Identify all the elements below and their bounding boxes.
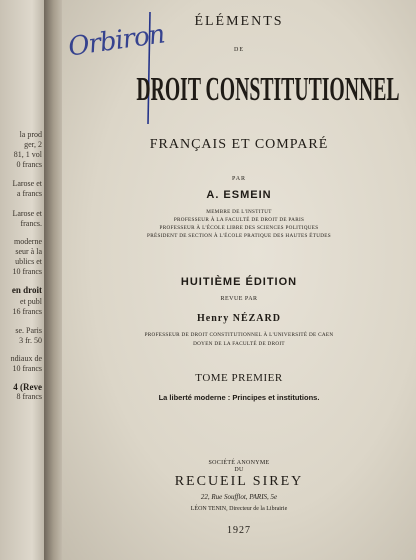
reviser-credential: PROFESSEUR DE DROIT CONSTITUTIONNEL À L'UNIVERSITÉ DE CAEN (144, 332, 334, 338)
publisher-name: RECUEIL SIREY (174, 474, 304, 489)
author-credential: PROFESSEUR À L'ÉCOLE LIBRE DES SCIENCES POLITIQUES (159, 225, 319, 231)
reviser-name: Henry NÉZARD (197, 313, 281, 324)
left-page-fragment: 8 francs (16, 392, 42, 401)
main-title: DROIT CONSTITUTIONNEL (136, 71, 400, 108)
societe-label: SOCIÉTÉ ANONYME (208, 460, 270, 466)
left-page-fragment: Larose et (12, 209, 42, 218)
handwritten-signature: Orbiron (66, 19, 167, 63)
revue-par-label: REVUE PAR (220, 296, 258, 302)
left-page-fragment: 0 francs (16, 160, 42, 169)
left-page-fragment: 4 (Reve (13, 382, 42, 392)
author-credential: MEMBRE DE L'INSTITUT (206, 209, 272, 215)
left-page-fragment: 81, 1 vol (13, 150, 42, 159)
left-page-fragment: et publ (20, 297, 42, 306)
left-page-fragment: en droit (11, 285, 42, 295)
title-de: DE (234, 47, 244, 53)
left-page-fragment: ger, 2 (24, 140, 42, 149)
left-page-fragment: francs. (20, 219, 42, 228)
left-page-fragment: 10 francs (12, 364, 42, 373)
left-page-fragment: la prod (19, 130, 42, 139)
title-line-elements: ÉLÉMENTS (194, 14, 284, 29)
du-label: DU (234, 467, 244, 473)
left-page-fragment: a francs (16, 189, 42, 198)
title-page (62, 0, 416, 560)
publisher-director: LÉON TENIN, Directeur de la Librairie (190, 506, 288, 512)
left-page-fragment: moderne (14, 237, 42, 246)
volume-title: La liberté moderne : Principes et institutions. (158, 393, 320, 402)
left-page-fragment: Larose et (12, 179, 42, 188)
author-credential: PROFESSEUR À LA FACULTÉ DE DROIT DE PARIS (173, 217, 305, 223)
left-page-fragment: 3 fr. 50 (19, 336, 42, 345)
author-credential: PRÉSIDENT DE SECTION À L'ÉCOLE PRATIQUE DES HAUTES ÉTUDES (147, 233, 331, 239)
left-page-fragment: ndiaux de (10, 354, 42, 363)
left-page-fragment: se. Paris (15, 326, 42, 335)
left-page-fragment: 10 francs (12, 267, 42, 276)
reviser-credential: DOYEN DE LA FACULTÉ DE DROIT (193, 341, 285, 347)
subtitle: FRANÇAIS ET COMPARÉ (149, 137, 329, 152)
left-page-fragment: seur à la (15, 247, 42, 256)
publication-year: 1927 (227, 525, 251, 536)
left-page (0, 0, 46, 560)
tome-label: TOME PREMIER (195, 372, 283, 384)
left-page-fragment: 16 francs (12, 307, 42, 316)
publisher-address: 22, Rue Soufflot, PARIS, 5e (200, 493, 278, 501)
edition: HUITIÈME ÉDITION (180, 276, 298, 288)
author-name: A. ESMEIN (206, 189, 272, 201)
left-page-fragment: ublics et (15, 257, 42, 266)
par-label: PAR (231, 176, 247, 182)
